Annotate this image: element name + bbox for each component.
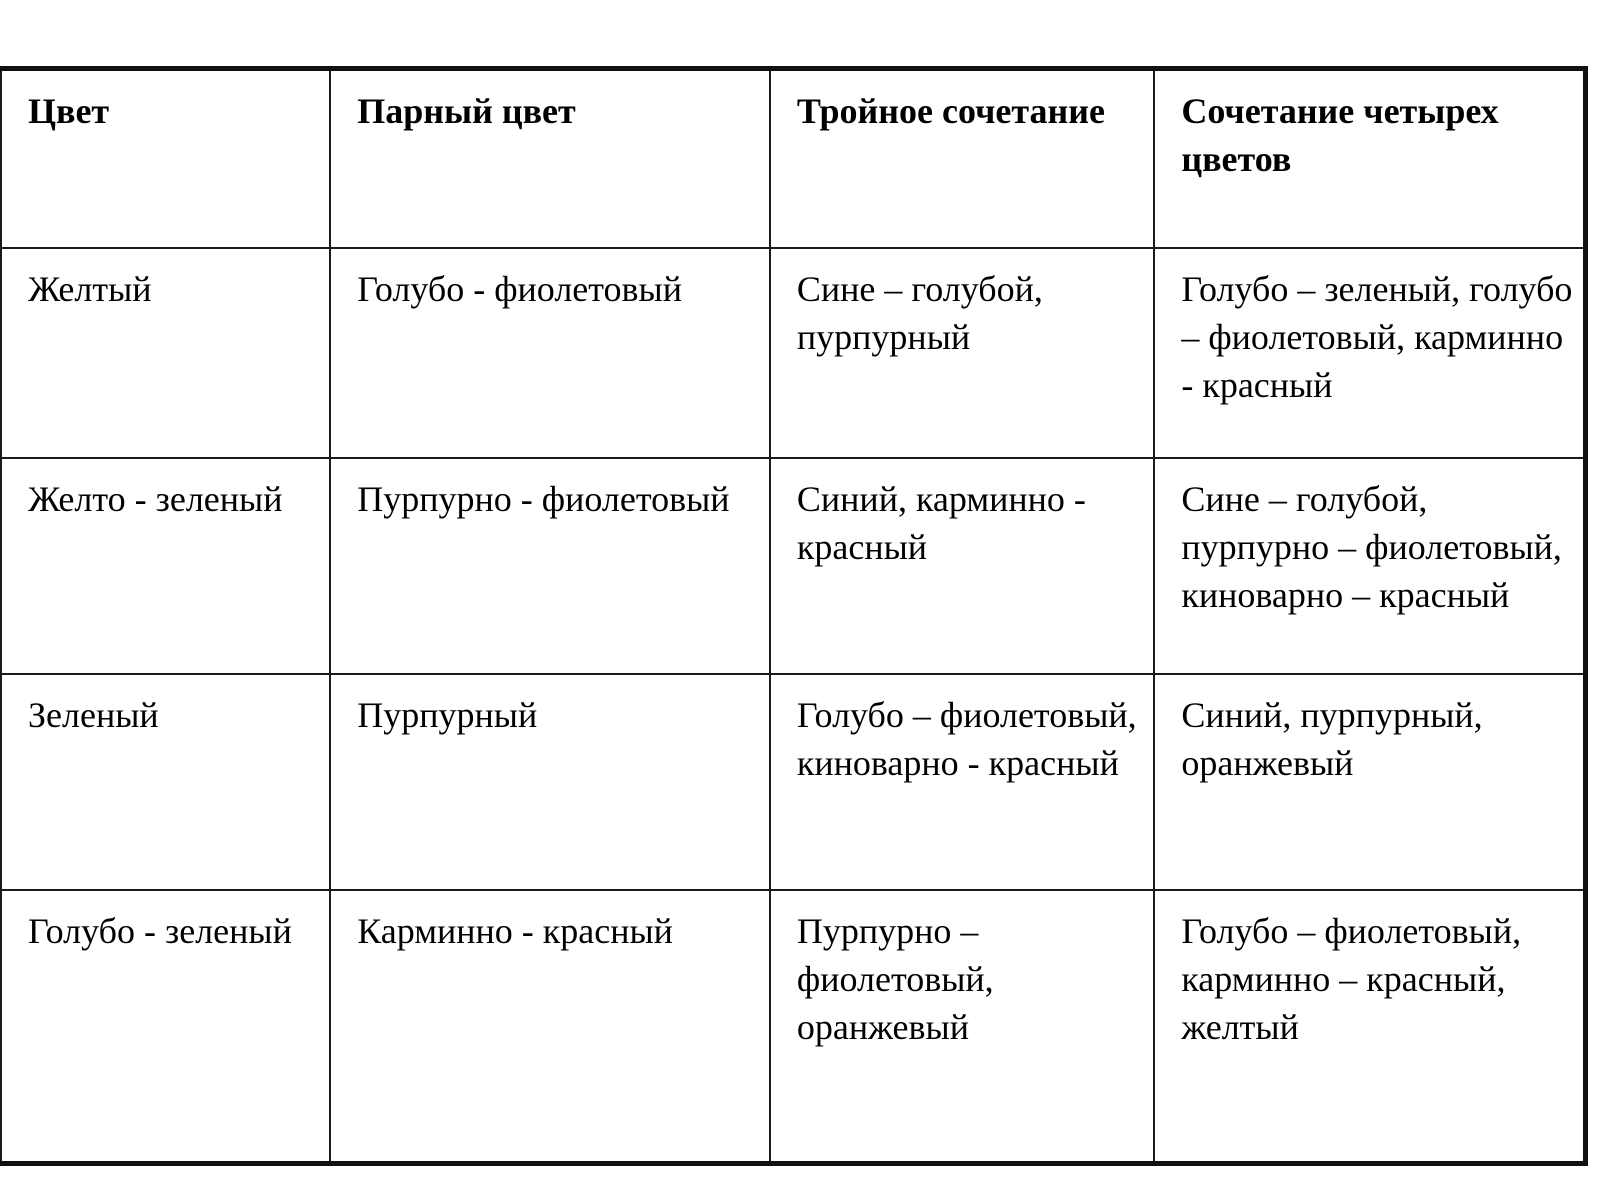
table-cell-four: Синий, пурпурный, оранжевый (1154, 674, 1585, 890)
table-header-row (1, 69, 1586, 249)
header-cell-four-color-combination: Сочетание четырех цветов (1154, 69, 1585, 249)
table-cell-four: Голубо – зеленый, голубо – фиолетовый, карминно - красный (1154, 248, 1585, 458)
table-cell-color: Желтый (1, 248, 330, 458)
table-row (1, 248, 1586, 458)
table-cell-color: Зеленый (1, 674, 330, 890)
header-cell-triple-combination: Тройное сочетание (770, 69, 1154, 249)
table-cell-color: Голубо - зеленый (1, 890, 330, 1164)
table-cell-four: Сине – голубой, пурпурно – фиолетовый, киноварно – красный (1154, 458, 1585, 674)
table-cell-triple: Голубо – фиолетовый, киноварно - красный (770, 674, 1154, 890)
table-cell-pair: Пурпурно - фиолетовый (330, 458, 770, 674)
table-cell-triple: Сине – голубой, пурпурный (770, 248, 1154, 458)
table-row (1, 674, 1586, 890)
table-cell-color: Желто - зеленый (1, 458, 330, 674)
table-cell-four: Голубо – фиолетовый, карминно – красный, желтый (1154, 890, 1585, 1164)
table-row (1, 890, 1586, 1164)
color-combination-table (0, 66, 1588, 1166)
table-cell-pair: Голубо - фиолетовый (330, 248, 770, 458)
header-cell-color: Цвет (1, 69, 330, 249)
header-cell-pair-color: Парный цвет (330, 69, 770, 249)
table-cell-pair: Карминно - красный (330, 890, 770, 1164)
table-row (1, 458, 1586, 674)
table-cell-pair: Пурпурный (330, 674, 770, 890)
table-cell-triple: Пурпурно – фиолетовый, оранжевый (770, 890, 1154, 1164)
table-cell-triple: Синий, карминно - красный (770, 458, 1154, 674)
color-combination-table-wrapper (0, 66, 1588, 1166)
